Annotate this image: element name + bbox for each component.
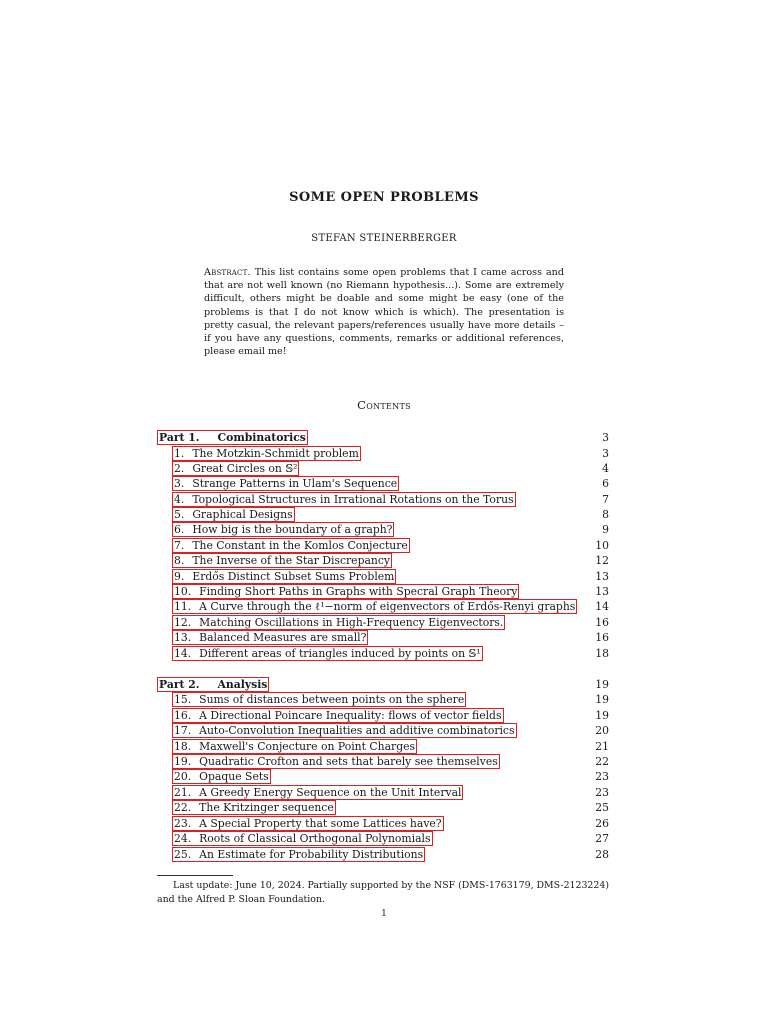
toc-page-number: 6 xyxy=(602,477,609,490)
toc-page-number: 4 xyxy=(602,462,609,475)
part-number: Part 2. xyxy=(159,678,200,691)
toc-section-row xyxy=(172,615,609,630)
toc-section-link[interactable] xyxy=(172,739,417,754)
toc-page-number: 19 xyxy=(595,709,609,722)
toc-section-link[interactable] xyxy=(172,507,295,522)
toc-section-row xyxy=(172,492,609,507)
section-number: 23. xyxy=(174,817,192,830)
paper-title: SOME OPEN PROBLEMS xyxy=(289,190,479,205)
section-title: The Inverse of the Star Discrepancy xyxy=(192,554,391,567)
section-number: 13. xyxy=(174,631,192,644)
section-number: 12. xyxy=(174,616,192,629)
section-title: Quadratic Crofton and sets that barely see themselves xyxy=(199,755,498,768)
toc-section-link[interactable] xyxy=(172,831,433,846)
toc-section-row xyxy=(172,708,609,723)
toc-section-row xyxy=(172,584,609,599)
footnote-text: Last update: June 10, 2024. Partially supported by the NSF (DMS-1763179, DMS-2123224) and the Alfred P. Sloan Foundation. xyxy=(157,880,609,905)
toc-section-row xyxy=(172,553,609,568)
section-number: 19. xyxy=(174,755,192,768)
part-number: Part 1. xyxy=(159,431,200,444)
toc-page-number: 20 xyxy=(595,724,609,737)
toc-section-link[interactable] xyxy=(172,522,394,537)
toc-page-number: 16 xyxy=(595,631,609,644)
toc-page-number: 28 xyxy=(595,848,609,861)
section-number: 6. xyxy=(174,523,185,536)
page-number: 1 xyxy=(381,909,387,919)
section-number: 5. xyxy=(174,508,185,521)
toc-page-number: 14 xyxy=(595,600,609,613)
toc-page-number: 18 xyxy=(595,647,609,660)
toc-section-link[interactable] xyxy=(172,615,505,630)
toc-section-row xyxy=(172,739,609,754)
toc-page-number: 8 xyxy=(602,508,609,521)
section-number: 21. xyxy=(174,786,192,799)
section-title: Finding Short Paths in Graphs with Specral Graph Theory xyxy=(199,585,518,598)
section-number: 7. xyxy=(174,539,185,552)
toc-section-link[interactable] xyxy=(172,553,392,568)
section-title: A Curve through the ℓ¹−norm of eigenvectors of Erdős-Renyi graphs xyxy=(199,600,576,613)
section-title: Auto-Convolution Inequalities and additive combinatorics xyxy=(199,724,515,737)
section-title: A Greedy Energy Sequence on the Unit Interval xyxy=(199,786,462,799)
toc-section-row xyxy=(172,522,609,537)
section-title: Opaque Sets xyxy=(199,770,269,783)
toc-section-link[interactable] xyxy=(172,692,466,707)
toc-section-link[interactable] xyxy=(172,847,425,862)
toc-page-number: 21 xyxy=(595,740,609,753)
toc-section-link[interactable] xyxy=(172,446,361,461)
section-title: Different areas of triangles induced by points on 𝕊¹ xyxy=(199,647,481,660)
section-number: 4. xyxy=(174,493,185,506)
toc-page-number: 3 xyxy=(602,447,609,460)
section-number: 22. xyxy=(174,801,192,814)
toc-page-number: 27 xyxy=(595,832,609,845)
toc-section-link[interactable] xyxy=(172,538,410,553)
toc-section-link[interactable] xyxy=(172,584,519,599)
toc-part-link[interactable] xyxy=(157,677,269,692)
section-title: The Motzkin-Schmidt problem xyxy=(192,447,359,460)
section-title: Balanced Measures are small? xyxy=(199,631,367,644)
toc-section-link[interactable] xyxy=(172,723,517,738)
toc-section-row xyxy=(172,599,609,614)
toc-page-number: 16 xyxy=(595,616,609,629)
toc-section-link[interactable] xyxy=(172,785,463,800)
footnote-divider xyxy=(157,875,233,876)
section-title: Erdős Distinct Subset Sums Problem xyxy=(192,570,395,583)
toc-page-number: 19 xyxy=(595,693,609,706)
toc-page-number: 26 xyxy=(595,817,609,830)
section-title: How big is the boundary of a graph? xyxy=(192,523,393,536)
toc-section-row xyxy=(172,816,609,831)
section-number: 17. xyxy=(174,724,192,737)
abstract-label: Abstract. xyxy=(204,267,251,278)
toc-section-row xyxy=(172,461,609,476)
toc-page-number: 23 xyxy=(595,770,609,783)
contents-heading: Contents xyxy=(357,398,411,412)
section-number: 2. xyxy=(174,462,185,475)
toc-page-number: 9 xyxy=(602,523,609,536)
toc-section-row xyxy=(172,723,609,738)
toc-section-link[interactable] xyxy=(172,769,271,784)
toc-page-number: 12 xyxy=(595,554,609,567)
toc-page-number: 10 xyxy=(595,539,609,552)
toc-section-row xyxy=(172,831,609,846)
author-name: STEFAN STEINERBERGER xyxy=(311,233,457,244)
section-number: 20. xyxy=(174,770,192,783)
section-title: The Constant in the Komlos Conjecture xyxy=(192,539,408,552)
toc-section-row xyxy=(172,538,609,553)
toc-page-number: 13 xyxy=(595,585,609,598)
section-number: 24. xyxy=(174,832,192,845)
section-title: Maxwell's Conjecture on Point Charges xyxy=(199,740,416,753)
toc-section-link[interactable] xyxy=(172,800,336,815)
section-number: 25. xyxy=(174,848,192,861)
section-title: Strange Patterns in Ulam's Sequence xyxy=(192,477,398,490)
toc-section-row xyxy=(172,507,609,522)
toc-section-row xyxy=(172,646,609,661)
toc-section-row xyxy=(172,446,609,461)
toc-section-link[interactable] xyxy=(172,461,299,476)
part-title: Analysis xyxy=(217,678,268,691)
section-title: An Estimate for Probability Distributions xyxy=(199,848,424,861)
toc-section-row xyxy=(172,569,609,584)
section-title: Matching Oscillations in High-Frequency Eigenvectors. xyxy=(199,616,504,629)
toc-section-row xyxy=(172,630,609,645)
section-title: A Special Property that some Lattices have? xyxy=(199,817,442,830)
toc-page-number: 23 xyxy=(595,786,609,799)
section-title: A Directional Poincare Inequality: flows of vector fields xyxy=(199,709,502,722)
toc-part-link[interactable] xyxy=(157,430,308,445)
toc-section-link[interactable] xyxy=(172,754,500,769)
section-title: Graphical Designs xyxy=(192,508,293,521)
toc-section-link[interactable] xyxy=(172,492,516,507)
toc-section-row xyxy=(172,476,609,491)
toc-page-number: 22 xyxy=(595,755,609,768)
section-number: 9. xyxy=(174,570,185,583)
section-number: 18. xyxy=(174,740,192,753)
abstract-text: This list contains some open problems that I came across and that are not well known (no Riemann hypothesis...). Some are extremely difficult, others might be doable and some might be easy (one of the problems is that I do not know which is which). The presentation is pretty casual, the relevant papers/references usually have more details – if you have any questions, comments, remarks or additional references, please email me! xyxy=(204,267,564,358)
section-number: 14. xyxy=(174,647,192,660)
section-title: Sums of distances between points on the sphere xyxy=(199,693,465,706)
toc-section-row xyxy=(172,800,609,815)
toc-section-row xyxy=(172,692,609,707)
section-number: 16. xyxy=(174,709,192,722)
toc-section-link[interactable] xyxy=(172,646,483,661)
toc-section-row xyxy=(172,785,609,800)
section-title: Great Circles on 𝕊² xyxy=(192,462,298,475)
section-number: 10. xyxy=(174,585,192,598)
section-number: 1. xyxy=(174,447,185,460)
toc-section-link[interactable] xyxy=(172,708,504,723)
section-number: 15. xyxy=(174,693,192,706)
toc-section-link[interactable] xyxy=(172,816,444,831)
toc-page-number: 25 xyxy=(595,801,609,814)
section-title: The Kritzinger sequence xyxy=(199,801,334,814)
toc-part-row xyxy=(157,677,609,692)
toc-page-number: 19 xyxy=(595,678,609,691)
toc-section-row xyxy=(172,754,609,769)
toc-page-number: 7 xyxy=(602,493,609,506)
section-number: 11. xyxy=(174,600,192,613)
toc-page-number: 13 xyxy=(595,570,609,583)
toc-section-row xyxy=(172,769,609,784)
toc-section-link[interactable] xyxy=(172,569,396,584)
toc-part-row xyxy=(157,430,609,445)
footnote xyxy=(157,879,609,906)
toc-section-link[interactable] xyxy=(172,476,399,491)
section-title: Topological Structures in Irrational Rotations on the Torus xyxy=(192,493,514,506)
toc-section-link[interactable] xyxy=(172,630,368,645)
toc-section-link[interactable] xyxy=(172,599,577,614)
section-number: 3. xyxy=(174,477,185,490)
toc-page-number: 3 xyxy=(602,431,609,444)
section-number: 8. xyxy=(174,554,185,567)
toc-section-row xyxy=(172,847,609,862)
part-title: Combinatorics xyxy=(217,431,306,444)
section-title: Roots of Classical Orthogonal Polynomials xyxy=(199,832,431,845)
